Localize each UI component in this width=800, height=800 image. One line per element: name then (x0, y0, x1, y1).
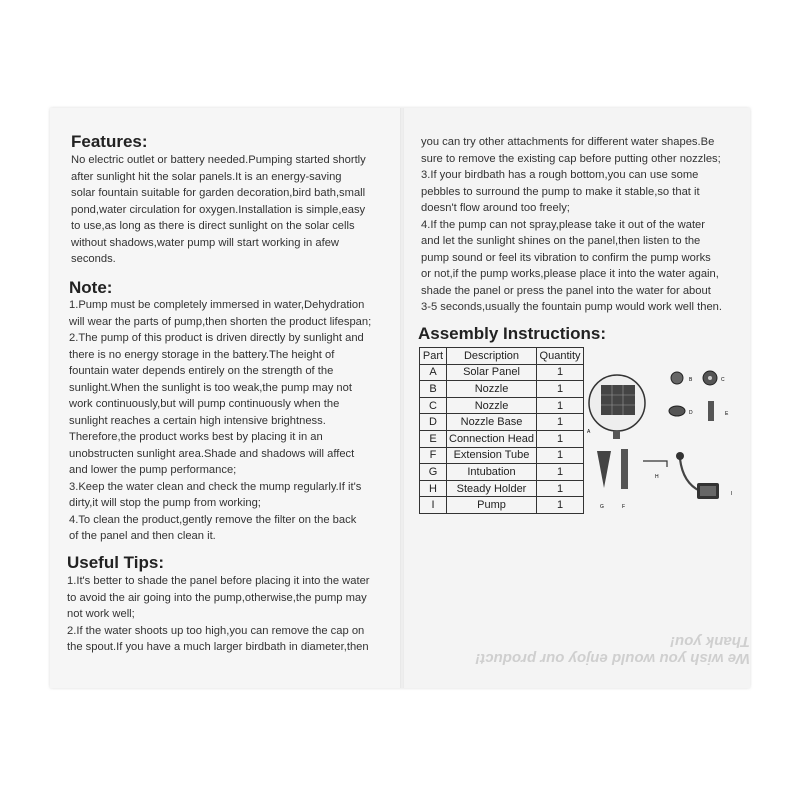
note-heading: Note: (69, 278, 113, 297)
figure-label-a: A (587, 429, 591, 435)
table-row (420, 497, 584, 514)
table-row (420, 381, 584, 398)
figure-label-g: G (600, 504, 604, 510)
description-cell: Nozzle (447, 397, 537, 414)
parts-illustration (585, 363, 745, 523)
description-cell: Solar Panel (447, 364, 537, 381)
column-header: Quantity (537, 348, 584, 365)
column-header: Description (447, 348, 537, 365)
intubation-drawing (597, 451, 611, 488)
figure-label-e: E (725, 411, 729, 417)
quantity-cell: 1 (537, 381, 584, 398)
part-cell: D (420, 414, 447, 431)
table-row (420, 430, 584, 447)
part-cell: E (420, 430, 447, 447)
description-cell: Steady Holder (447, 480, 537, 497)
tips-heading: Useful Tips: (67, 553, 164, 572)
figure-label-d: D (689, 410, 693, 416)
table-row (420, 414, 584, 431)
figure-label-f: F (622, 504, 626, 510)
quantity-cell: 1 (537, 364, 584, 381)
steady-holder-drawing (643, 461, 667, 467)
features-heading: Features: (71, 132, 148, 151)
description-cell: Nozzle Base (447, 414, 537, 431)
right-continuation-text: you can try other attachments for different water shapes.Be sure to remove the existing cap before putting other nozzles; 3.If your birdbath has a rough bottom,you can use some pebbles to surround the pump to make it stable,so that it doesn't flow around too freely; 4.If the pump can not spray,please take it out of the water and let the sunlight shines on the panel,then listen to the pump sound or feel its vibration to confirm the pump works or not,if the pump works,please place it into the water again, shade the panel or press the panel into the water for about 3-5 seconds,usually the fountain pump would work well then. (421, 136, 722, 313)
quantity-cell: 1 (537, 464, 584, 481)
description-cell: Extension Tube (447, 447, 537, 464)
part-cell: C (420, 397, 447, 414)
part-cell: G (420, 464, 447, 481)
assembly-heading: Assembly Instructions: (418, 324, 606, 343)
showthrough-text: We wish you would enjoy our product! Thank you! (475, 633, 750, 667)
quantity-cell: 1 (537, 397, 584, 414)
part-cell: A (420, 364, 447, 381)
part-cell: B (420, 381, 447, 398)
manual-booklet (50, 108, 750, 688)
nozzle-base-drawing (669, 406, 685, 416)
part-cell: H (420, 480, 447, 497)
quantity-cell: 1 (537, 497, 584, 514)
figure-label-i: I (731, 491, 733, 497)
table-row (420, 480, 584, 497)
connection-head-drawing (708, 401, 714, 421)
quantity-cell: 1 (537, 414, 584, 431)
page-fold (400, 108, 404, 688)
extension-tube-drawing (621, 449, 628, 489)
tips-text: 1.It's better to shade the panel before placing it into the water to avoid the air going into the pump,otherwise,the pump may not work well; 2.If the water shoots up too high,you can remove the cap on the spout.If you have a much larger birdbath in diameter,then (67, 575, 370, 653)
figure-label-c: C (721, 377, 725, 383)
table-row (420, 397, 584, 414)
quantity-cell: 1 (537, 430, 584, 447)
features-text: No electric outlet or battery needed.Pumping started shortly after sunlight hit the solar panels.It is an energy-saving solar fountain suitable for garden decoration,bird bath,small pond,water circulation for oxygen.Installation is simple,easy to use,as long as there is direct sunlight on the solar cells without shadows,water pump will start working in afew seconds. (71, 154, 366, 265)
figure-label-h: H (655, 474, 659, 480)
table-row (420, 364, 584, 381)
quantity-cell: 1 (537, 447, 584, 464)
part-cell: I (420, 497, 447, 514)
table-row (420, 464, 584, 481)
parts-table-header (420, 348, 584, 365)
parts-table (419, 347, 584, 514)
figure-label-b: B (689, 377, 693, 383)
description-cell: Nozzle (447, 381, 537, 398)
nozzle-b-drawing (671, 372, 683, 384)
part-cell: F (420, 447, 447, 464)
description-cell: Pump (447, 497, 537, 514)
description-cell: Intubation (447, 464, 537, 481)
quantity-cell: 1 (537, 480, 584, 497)
description-cell: Connection Head (447, 430, 537, 447)
table-row (420, 447, 584, 464)
note-text: 1.Pump must be completely immersed in water,Dehydration will wear the parts of pump,then shorten the product lifespan; 2.The pump of this product is driven directly by sunlight and there is no energy storage in the battery.The height of fountain water depends entirely on the strength of the sunlight.When the sunlight is too weak,the pump may not work continuously,but will pump continuously when the sunlight reaches a certain high intensive brightness. Therefore,the product works best by placing it in an unobstructen sunlight area.Shade and shadows will affect and lower the pump performance; 3.Keep the water clean and check the mump regularly.If it's dirty,it will stop the pump from working; 4.To clean the product,gently remove the filter on the back of the panel and then clean it. (69, 299, 372, 542)
column-header: Part (420, 348, 447, 365)
solar-panel-drawing (589, 375, 645, 439)
